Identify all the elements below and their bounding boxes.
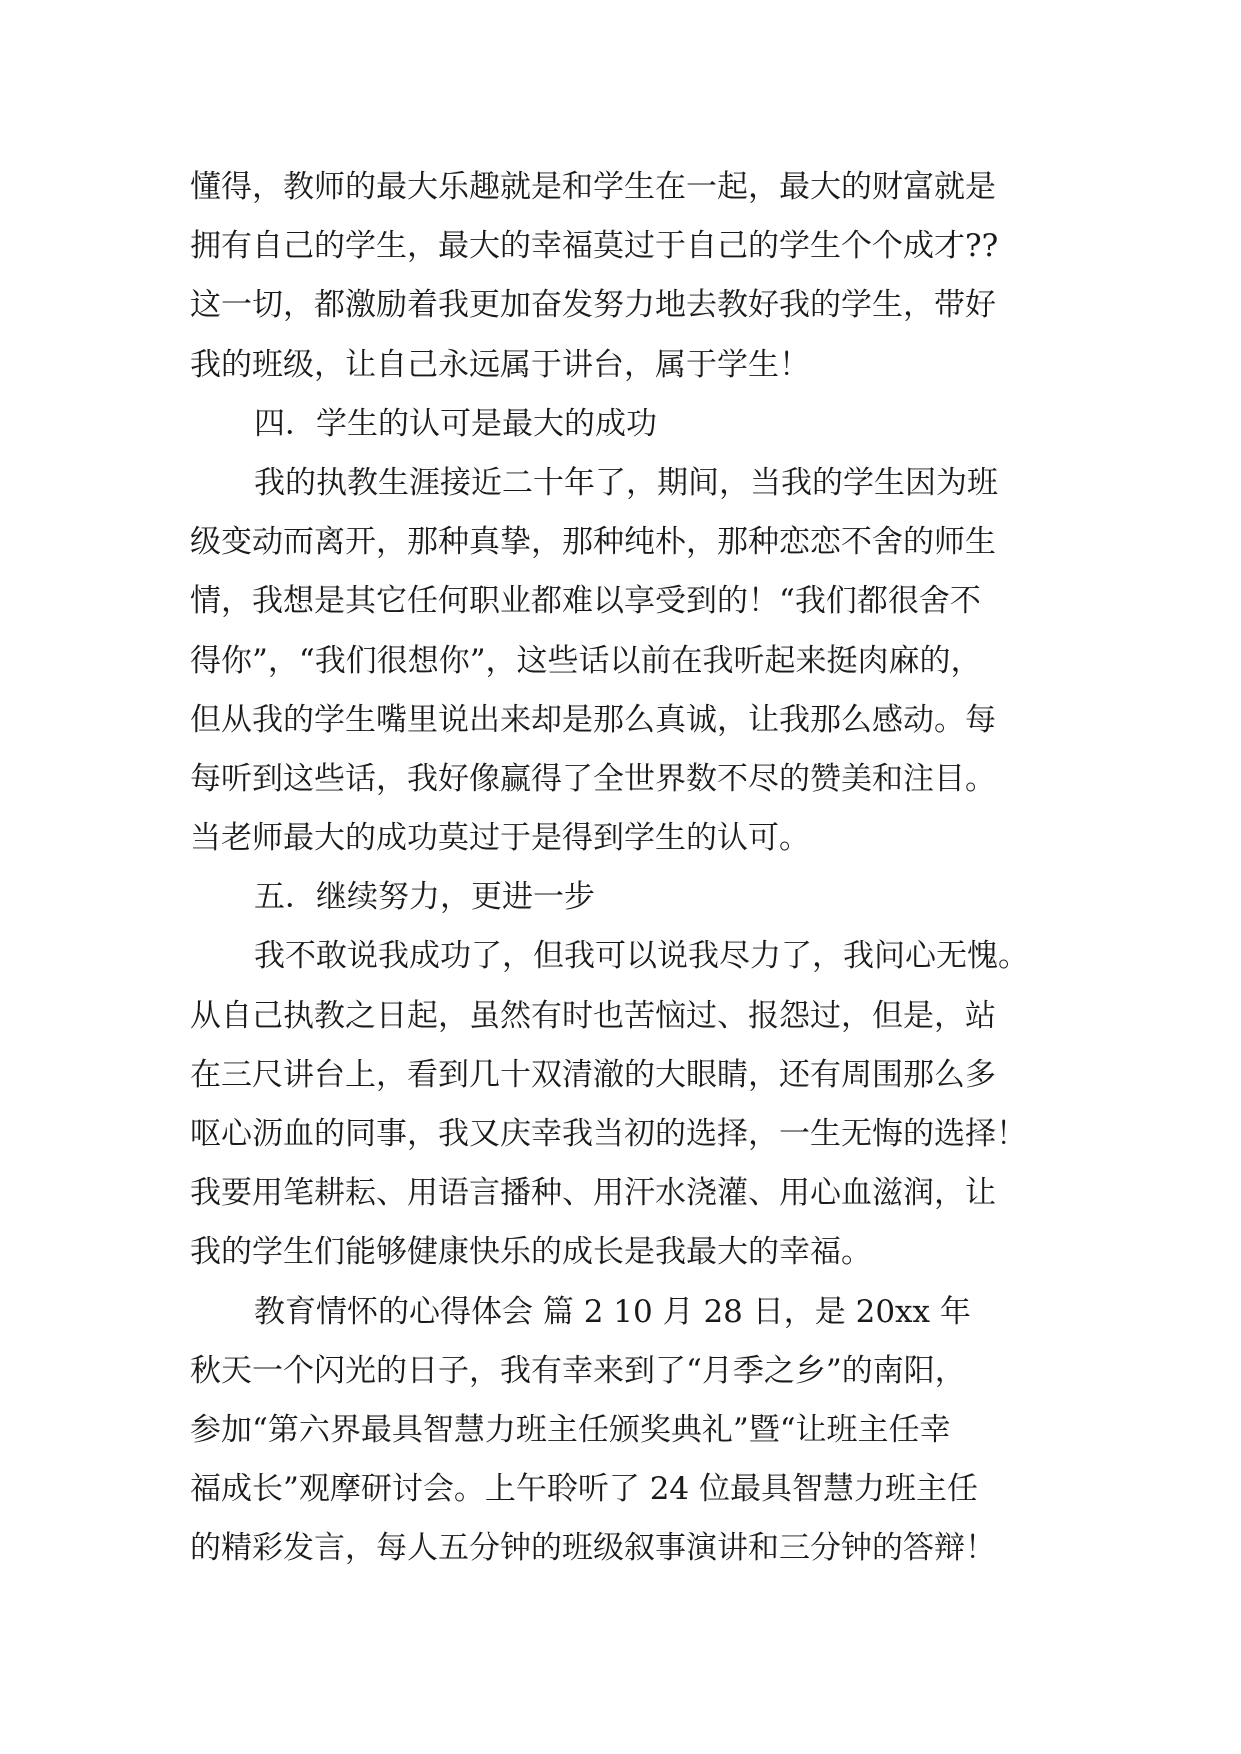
text-line: 秋天一个闪光的日子，我有幸来到了“月季之乡”的南阳， — [190, 1352, 966, 1389]
text-line: 每听到这些话，我好像赢得了全世界数不尽的赞美和注目。 — [190, 760, 996, 797]
text-line: 拥有自己的学生，最大的幸福莫过于自己的学生个个成才?? — [190, 228, 999, 265]
paragraph-start: 我的执教生涯接近二十年了，期间，当我的学生因为班 — [254, 464, 998, 501]
text-line: 这一切，都激励着我更加奋发努力地去教好我的学生，带好 — [190, 287, 996, 324]
text-line: 呕心沥血的同事，我又庆幸我当初的选择，一生无悔的选择！ — [190, 1116, 1027, 1152]
text-line: 福成长”观摩研讨会。上午聆听了 24 位最具智慧力班主任 — [190, 1471, 978, 1508]
text-line: 的精彩发言，每人五分钟的班级叙事演讲和三分钟的答辩！ — [190, 1530, 996, 1567]
document-body — [190, 158, 1050, 1579]
paragraph-start: 教育情怀的心得体会 篇 2 10 月 28 日，是 20xx 年 — [254, 1293, 971, 1330]
text-line: 但从我的学生嘴里说出来却是那么真诚，让我那么感动。每 — [190, 701, 996, 738]
paragraph-start: 我不敢说我成功了，但我可以说我尽力了，我问心无愧。 — [254, 938, 1029, 975]
text-line: 情，我想是其它任何职业都难以享受到的！“我们都很舍不 — [190, 583, 981, 620]
text-line: 当老师最大的成功莫过于是得到学生的认可。 — [190, 820, 810, 857]
text-line: 我的学生们能够健康快乐的成长是我最大的幸福。 — [190, 1234, 872, 1271]
section-heading: 五．继续努力，更进一步 — [254, 879, 595, 916]
text-line: 从自己执教之日起，虽然有时也苦恼过、报怨过，但是，站 — [190, 997, 996, 1034]
text-line: 我要用笔耕耘、用语言播种、用汗水浇灌、用心血滋润，让 — [190, 1175, 996, 1212]
text-line: 我的班级，让自己永远属于讲台，属于学生！ — [190, 346, 810, 383]
text-line: 级变动而离开，那种真挚，那种纯朴，那种恋恋不舍的师生 — [190, 524, 996, 561]
text-line: 懂得，教师的最大乐趣就是和学生在一起，最大的财富就是 — [190, 169, 996, 205]
text-line: 在三尺讲台上，看到几十双清澈的大眼睛，还有周围那么多 — [190, 1056, 996, 1093]
section-heading: 四．学生的认可是最大的成功 — [254, 405, 657, 442]
text-line: 参加“第六界最具智慧力班主任颁奖典礼”暨“让班主任幸 — [190, 1411, 951, 1448]
text-line: 得你”，“我们很想你”，这些话以前在我听起来挺肉麻的， — [190, 642, 982, 679]
